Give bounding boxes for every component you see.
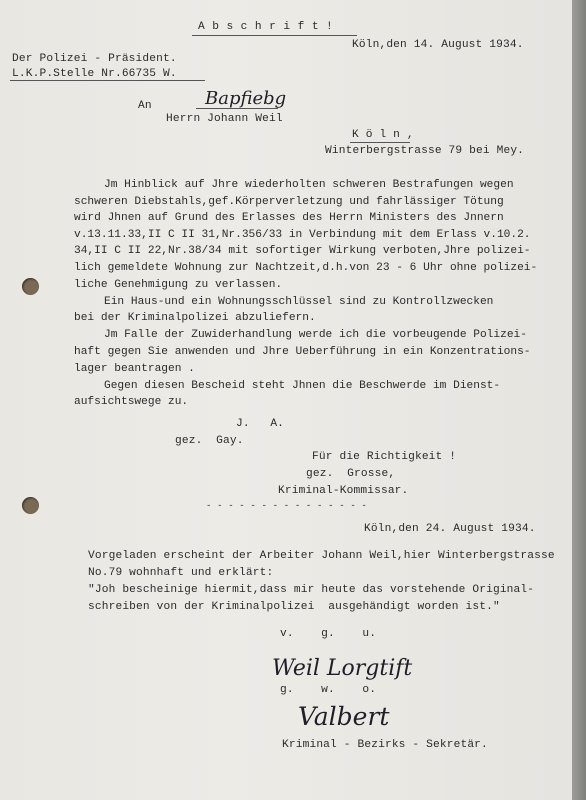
protocol-gwo: g. w. o. xyxy=(280,684,377,696)
protocol-vgu: v. g. u. xyxy=(280,628,377,640)
protocol-line-4: schreiben von der Kriminalpolizei ausgehändigt worden ist." xyxy=(88,601,500,613)
punch-hole-top xyxy=(22,278,39,295)
closing-ja: J. A. xyxy=(236,418,285,430)
city-underline xyxy=(350,142,410,143)
page-edge-shadow xyxy=(572,0,586,800)
closing-gez-grosse: gez. Grosse, xyxy=(306,468,396,480)
signature-official: Valbert xyxy=(298,702,390,731)
sender-underline xyxy=(10,80,205,81)
body-line: wird Jhnen auf Grund des Erlasses des Herrn Ministers des Jnnern xyxy=(74,212,504,224)
sender-line-2: L.K.P.Stelle Nr.66735 W. xyxy=(12,68,177,80)
body-line: lager beantragen . xyxy=(74,363,195,375)
body-line: v.13.11.33,II C II 31,Nr.356/33 in Verbindung mit dem Erlass v.10.2. xyxy=(74,229,531,241)
body-line: lich gemeldete Wohnung zur Nachtzeit,d.h.von 23 - 6 Uhr ohne polizei- xyxy=(74,262,538,274)
body-line: bei der Kriminalpolizei abzuliefern. xyxy=(74,312,316,324)
recipient-street: Winterbergstrasse 79 bei Mey. xyxy=(325,145,525,157)
protocol-place-date: Köln,den 24. August 1934. xyxy=(364,523,536,535)
title-underline xyxy=(192,35,357,36)
body-line: schweren Diebstahls,gef.Körperverletzung und fahrlässiger Tötung xyxy=(74,196,504,208)
document-title: A b s c h r i f t ! xyxy=(198,21,334,33)
protocol-line-2: No.79 wohnhaft und erklärt: xyxy=(88,567,274,579)
handwritten-underline xyxy=(196,108,278,109)
sender-line-1: Der Polizei - Präsident. xyxy=(12,53,177,65)
address-an: An xyxy=(138,100,152,112)
official-title: Kriminal - Bezirks - Sekretär. xyxy=(282,739,488,751)
recipient-name: Herrn Johann Weil xyxy=(166,113,283,125)
header-place-date: Köln,den 14. August 1934. xyxy=(352,39,524,51)
body-line: liche Genehmigung zu verlassen. xyxy=(74,279,283,291)
closing-richtigkeit: Für die Richtigkeit ! xyxy=(312,451,457,463)
body-line: haft gegen Sie anwenden und Jhre Ueberführung in ein Konzentrations- xyxy=(74,346,531,358)
body-line: Jm Falle der Zuwiderhandlung werde ich die vorbeugende Polizei- xyxy=(104,329,527,341)
closing-gez-gay: gez. Gay. xyxy=(175,435,244,447)
closing-title: Kriminal-Kommissar. xyxy=(278,485,409,497)
signature-weil: Weil Lorgtift xyxy=(272,656,413,681)
protocol-line-3: "Joh bescheinige hiermit,dass mir heute das vorstehende Original- xyxy=(88,584,535,596)
body-line: Ein Haus-und ein Wohnungsschlüssel sind zu Kontrollzwecken xyxy=(104,296,494,308)
body-line: 34,II C II 22,Nr.38/34 mit sofortiger Wirkung verboten,Jhre polizei- xyxy=(74,245,531,257)
recipient-city: K ö l n , xyxy=(352,129,414,141)
body-line: Gegen diesen Bescheid steht Jhnen die Beschwerde im Dienst- xyxy=(104,380,501,392)
handwritten-note: Bapfiebg xyxy=(205,88,287,109)
closing-separator: - - - - - - - - - - - - - - - xyxy=(206,501,367,511)
protocol-line-1: Vorgeladen erscheint der Arbeiter Johann Weil,hier Winterbergstrasse xyxy=(88,550,555,562)
punch-hole-bottom xyxy=(22,497,39,514)
body-line: aufsichtswege zu. xyxy=(74,396,189,408)
body-line: Jm Hinblick auf Jhre wiederholten schweren Bestrafungen wegen xyxy=(104,179,514,191)
